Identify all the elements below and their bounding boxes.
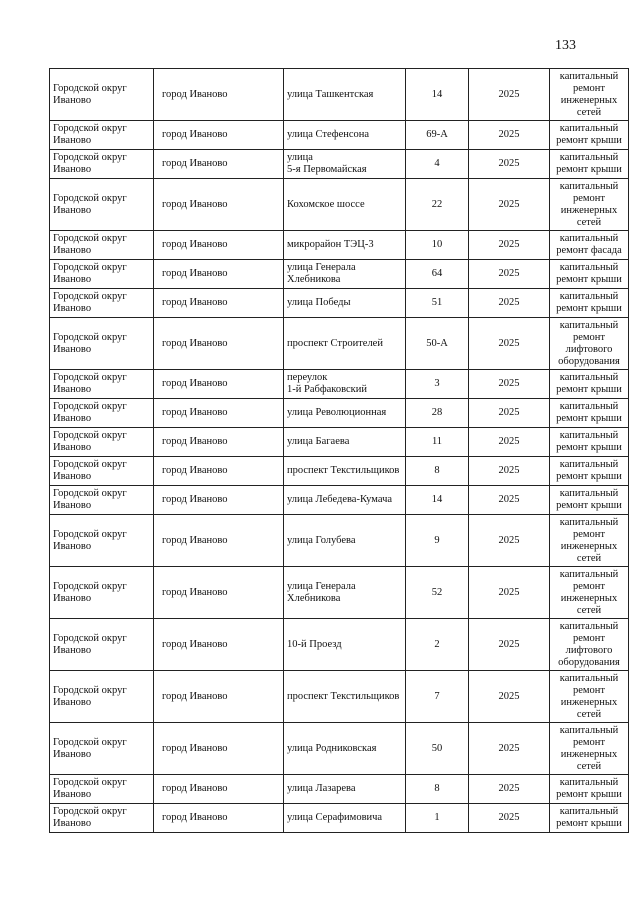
table-row bbox=[50, 515, 629, 567]
year-cell: 2025 bbox=[469, 775, 550, 804]
municipality-cell: Городской округ Иваново bbox=[50, 428, 154, 457]
work-type-cell: капитальный ремонт крыши bbox=[550, 457, 629, 486]
table-row bbox=[50, 150, 629, 179]
work-type-cell: капитальный ремонт крыши bbox=[550, 486, 629, 515]
locality-cell: город Иваново bbox=[154, 260, 284, 289]
house-number-cell: 2 bbox=[406, 619, 469, 671]
locality-cell: город Иваново bbox=[154, 775, 284, 804]
house-number-cell: 8 bbox=[406, 775, 469, 804]
locality-cell: город Иваново bbox=[154, 723, 284, 775]
house-number-cell: 9 bbox=[406, 515, 469, 567]
table-row bbox=[50, 619, 629, 671]
street-cell: микрорайон ТЭЦ-3 bbox=[284, 231, 406, 260]
year-cell: 2025 bbox=[469, 69, 550, 121]
work-type-cell: капитальный ремонт крыши bbox=[550, 260, 629, 289]
year-cell: 2025 bbox=[469, 567, 550, 619]
municipality-cell: Городской округ Иваново bbox=[50, 486, 154, 515]
table-row bbox=[50, 567, 629, 619]
street-cell: переулок 1-й Рабфаковский bbox=[284, 370, 406, 399]
house-number-cell: 14 bbox=[406, 69, 469, 121]
work-type-cell: капитальный ремонт инженерных сетей bbox=[550, 567, 629, 619]
table-row bbox=[50, 370, 629, 399]
table-row bbox=[50, 69, 629, 121]
municipality-cell: Городской округ Иваново bbox=[50, 289, 154, 318]
street-cell: улица Стефенсона bbox=[284, 121, 406, 150]
work-type-cell: капитальный ремонт крыши bbox=[550, 428, 629, 457]
locality-cell: город Иваново bbox=[154, 289, 284, 318]
locality-cell: город Иваново bbox=[154, 804, 284, 833]
locality-cell: город Иваново bbox=[154, 121, 284, 150]
municipality-cell: Городской округ Иваново bbox=[50, 370, 154, 399]
municipality-cell: Городской округ Иваново bbox=[50, 671, 154, 723]
work-type-cell: капитальный ремонт лифтового оборудования bbox=[550, 318, 629, 370]
locality-cell: город Иваново bbox=[154, 399, 284, 428]
work-type-cell: капитальный ремонт инженерных сетей bbox=[550, 179, 629, 231]
table-row bbox=[50, 318, 629, 370]
repair-schedule-table bbox=[49, 68, 629, 833]
locality-cell: город Иваново bbox=[154, 486, 284, 515]
locality-cell: город Иваново bbox=[154, 515, 284, 567]
municipality-cell: Городской округ Иваново bbox=[50, 399, 154, 428]
street-cell: улица Голубева bbox=[284, 515, 406, 567]
house-number-cell: 11 bbox=[406, 428, 469, 457]
street-cell: улица Генерала Хлебникова bbox=[284, 567, 406, 619]
municipality-cell: Городской округ Иваново bbox=[50, 121, 154, 150]
municipality-cell: Городской округ Иваново bbox=[50, 804, 154, 833]
street-cell: улица Победы bbox=[284, 289, 406, 318]
table-row bbox=[50, 486, 629, 515]
year-cell: 2025 bbox=[469, 804, 550, 833]
street-cell: Кохомское шоссе bbox=[284, 179, 406, 231]
house-number-cell: 14 bbox=[406, 486, 469, 515]
street-cell: улица Лебедева-Кумача bbox=[284, 486, 406, 515]
year-cell: 2025 bbox=[469, 318, 550, 370]
municipality-cell: Городской округ Иваново bbox=[50, 179, 154, 231]
work-type-cell: капитальный ремонт инженерных сетей bbox=[550, 515, 629, 567]
work-type-cell: капитальный ремонт инженерных сетей bbox=[550, 69, 629, 121]
table-row bbox=[50, 671, 629, 723]
street-cell: 10-й Проезд bbox=[284, 619, 406, 671]
work-type-cell: капитальный ремонт крыши bbox=[550, 775, 629, 804]
street-cell: улица Лазарева bbox=[284, 775, 406, 804]
locality-cell: город Иваново bbox=[154, 231, 284, 260]
work-type-cell: капитальный ремонт фасада bbox=[550, 231, 629, 260]
municipality-cell: Городской округ Иваново bbox=[50, 619, 154, 671]
street-cell: улица 5-я Первомайская bbox=[284, 150, 406, 179]
house-number-cell: 8 bbox=[406, 457, 469, 486]
street-cell: проспект Текстильщиков bbox=[284, 457, 406, 486]
municipality-cell: Городской округ Иваново bbox=[50, 723, 154, 775]
table-row bbox=[50, 457, 629, 486]
locality-cell: город Иваново bbox=[154, 567, 284, 619]
work-type-cell: капитальный ремонт крыши bbox=[550, 399, 629, 428]
street-cell: улица Серафимовича bbox=[284, 804, 406, 833]
work-type-cell: капитальный ремонт крыши bbox=[550, 370, 629, 399]
house-number-cell: 7 bbox=[406, 671, 469, 723]
street-cell: улица Багаева bbox=[284, 428, 406, 457]
house-number-cell: 22 bbox=[406, 179, 469, 231]
year-cell: 2025 bbox=[469, 260, 550, 289]
locality-cell: город Иваново bbox=[154, 671, 284, 723]
page-number: 133 bbox=[555, 38, 576, 53]
street-cell: проспект Строителей bbox=[284, 318, 406, 370]
year-cell: 2025 bbox=[469, 457, 550, 486]
year-cell: 2025 bbox=[469, 150, 550, 179]
municipality-cell: Городской округ Иваново bbox=[50, 515, 154, 567]
work-type-cell: капитальный ремонт лифтового оборудования bbox=[550, 619, 629, 671]
house-number-cell: 1 bbox=[406, 804, 469, 833]
municipality-cell: Городской округ Иваново bbox=[50, 775, 154, 804]
table-row bbox=[50, 399, 629, 428]
year-cell: 2025 bbox=[469, 723, 550, 775]
work-type-cell: капитальный ремонт крыши bbox=[550, 804, 629, 833]
locality-cell: город Иваново bbox=[154, 457, 284, 486]
year-cell: 2025 bbox=[469, 289, 550, 318]
street-cell: улица Генерала Хлебникова bbox=[284, 260, 406, 289]
year-cell: 2025 bbox=[469, 671, 550, 723]
house-number-cell: 3 bbox=[406, 370, 469, 399]
house-number-cell: 4 bbox=[406, 150, 469, 179]
locality-cell: город Иваново bbox=[154, 179, 284, 231]
table-row bbox=[50, 804, 629, 833]
year-cell: 2025 bbox=[469, 231, 550, 260]
locality-cell: город Иваново bbox=[154, 370, 284, 399]
table-row bbox=[50, 260, 629, 289]
work-type-cell: капитальный ремонт крыши bbox=[550, 289, 629, 318]
house-number-cell: 50 bbox=[406, 723, 469, 775]
locality-cell: город Иваново bbox=[154, 150, 284, 179]
year-cell: 2025 bbox=[469, 428, 550, 457]
table-row bbox=[50, 121, 629, 150]
municipality-cell: Городской округ Иваново bbox=[50, 457, 154, 486]
table-row bbox=[50, 723, 629, 775]
house-number-cell: 28 bbox=[406, 399, 469, 428]
street-cell: улица Родниковская bbox=[284, 723, 406, 775]
locality-cell: город Иваново bbox=[154, 619, 284, 671]
table-row bbox=[50, 179, 629, 231]
house-number-cell: 64 bbox=[406, 260, 469, 289]
locality-cell: город Иваново bbox=[154, 69, 284, 121]
table-row bbox=[50, 775, 629, 804]
house-number-cell: 51 bbox=[406, 289, 469, 318]
house-number-cell: 52 bbox=[406, 567, 469, 619]
municipality-cell: Городской округ Иваново bbox=[50, 318, 154, 370]
municipality-cell: Городской округ Иваново bbox=[50, 231, 154, 260]
municipality-cell: Городской округ Иваново bbox=[50, 69, 154, 121]
house-number-cell: 10 bbox=[406, 231, 469, 260]
year-cell: 2025 bbox=[469, 370, 550, 399]
year-cell: 2025 bbox=[469, 619, 550, 671]
house-number-cell: 50-А bbox=[406, 318, 469, 370]
table-row bbox=[50, 289, 629, 318]
year-cell: 2025 bbox=[469, 179, 550, 231]
street-cell: проспект Текстильщиков bbox=[284, 671, 406, 723]
house-number-cell: 69-А bbox=[406, 121, 469, 150]
table-row bbox=[50, 428, 629, 457]
work-type-cell: капитальный ремонт инженерных сетей bbox=[550, 671, 629, 723]
table-row bbox=[50, 231, 629, 260]
work-type-cell: капитальный ремонт крыши bbox=[550, 121, 629, 150]
street-cell: улица Ташкентская bbox=[284, 69, 406, 121]
locality-cell: город Иваново bbox=[154, 428, 284, 457]
municipality-cell: Городской округ Иваново bbox=[50, 260, 154, 289]
locality-cell: город Иваново bbox=[154, 318, 284, 370]
work-type-cell: капитальный ремонт инженерных сетей bbox=[550, 723, 629, 775]
municipality-cell: Городской округ Иваново bbox=[50, 150, 154, 179]
year-cell: 2025 bbox=[469, 399, 550, 428]
street-cell: улица Революционная bbox=[284, 399, 406, 428]
year-cell: 2025 bbox=[469, 486, 550, 515]
year-cell: 2025 bbox=[469, 515, 550, 567]
work-type-cell: капитальный ремонт крыши bbox=[550, 150, 629, 179]
year-cell: 2025 bbox=[469, 121, 550, 150]
municipality-cell: Городской округ Иваново bbox=[50, 567, 154, 619]
